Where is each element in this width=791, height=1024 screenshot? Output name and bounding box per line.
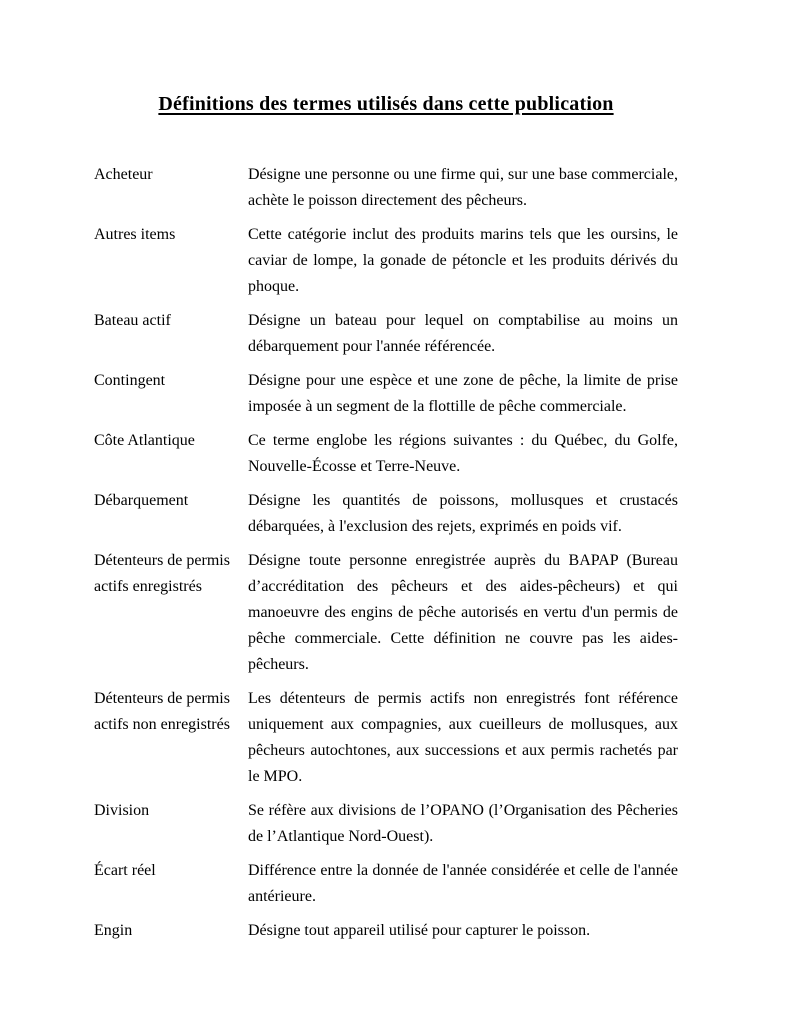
term-definition: Désigne un bateau pour lequel on comptabilise au moins un débarquement pour l'année référencée.: [248, 312, 678, 355]
term-definition: Désigne toute personne enregistrée auprès du BAPAP (Bureau d’accréditation des pêcheurs et des aides-pêcheurs) et qui manoeuvre des engins de pêche autorisés en vertu d'un permis de pêche commerciale. Cette définition ne couvre pas les aides-pêcheurs.: [248, 552, 678, 673]
term-definition: Différence entre la donnée de l'année considérée et celle de l'année antérieure.: [248, 862, 678, 905]
term-label: Côte Atlantique: [94, 432, 195, 449]
term-definition: Se réfère aux divisions de l’OPANO (l’Organisation des Pêcheries de l’Atlantique Nord-Ouest).: [248, 802, 678, 845]
term-definition: Désigne une personne ou une firme qui, sur une base commerciale, achète le poisson directement des pêcheurs.: [248, 166, 678, 209]
term-label: Division: [94, 802, 150, 819]
term-label: Engin: [94, 922, 133, 939]
definition-entry: [94, 548, 678, 678]
term-definition: Désigne pour une espèce et une zone de pêche, la limite de prise imposée à un segment de la flottille de pêche commerciale.: [248, 372, 678, 415]
term-label: Autres items: [94, 226, 176, 243]
term-definition: Ce terme englobe les régions suivantes : du Québec, du Golfe, Nouvelle-Écosse et Terre-Neuve.: [248, 432, 678, 475]
term-definition: Désigne les quantités de poissons, mollusques et crustacés débarquées, à l'exclusion des rejets, exprimés en poids vif.: [248, 492, 678, 535]
term-definition: Les détenteurs de permis actifs non enregistrés font référence uniquement aux compagnies, aux cueilleurs de mollusques, aux pêcheurs autochtones, aux successions et aux permis rachetés par le MPO.: [248, 690, 678, 785]
term-label: Bateau actif: [94, 312, 171, 329]
definition-entry: [94, 918, 678, 944]
page-title: Définitions des termes utilisés dans cette publication: [158, 93, 614, 115]
definition-entry: [94, 428, 678, 480]
definition-entry: [94, 798, 678, 850]
definition-entry: [94, 222, 678, 300]
term-label: Détenteurs de permis actifs enregistrés: [94, 552, 230, 595]
term-label: Écart réel: [94, 862, 156, 879]
definition-entry: [94, 858, 678, 910]
definition-entry: [94, 686, 678, 790]
term-label: Débarquement: [94, 492, 189, 509]
term-definition: Désigne tout appareil utilisé pour capturer le poisson.: [248, 922, 591, 939]
definition-entry: [94, 368, 678, 420]
definition-entry: [94, 488, 678, 540]
definition-entry: [94, 162, 678, 214]
definitions-list: [94, 162, 678, 944]
term-label: Détenteurs de permis actifs non enregistrés: [94, 690, 230, 733]
term-label: Acheteur: [94, 166, 153, 183]
term-label: Contingent: [94, 372, 166, 389]
definition-entry: [94, 308, 678, 360]
term-definition: Cette catégorie inclut des produits marins tels que les oursins, le caviar de lompe, la gonade de pétoncle et les produits dérivés du phoque.: [248, 226, 678, 295]
